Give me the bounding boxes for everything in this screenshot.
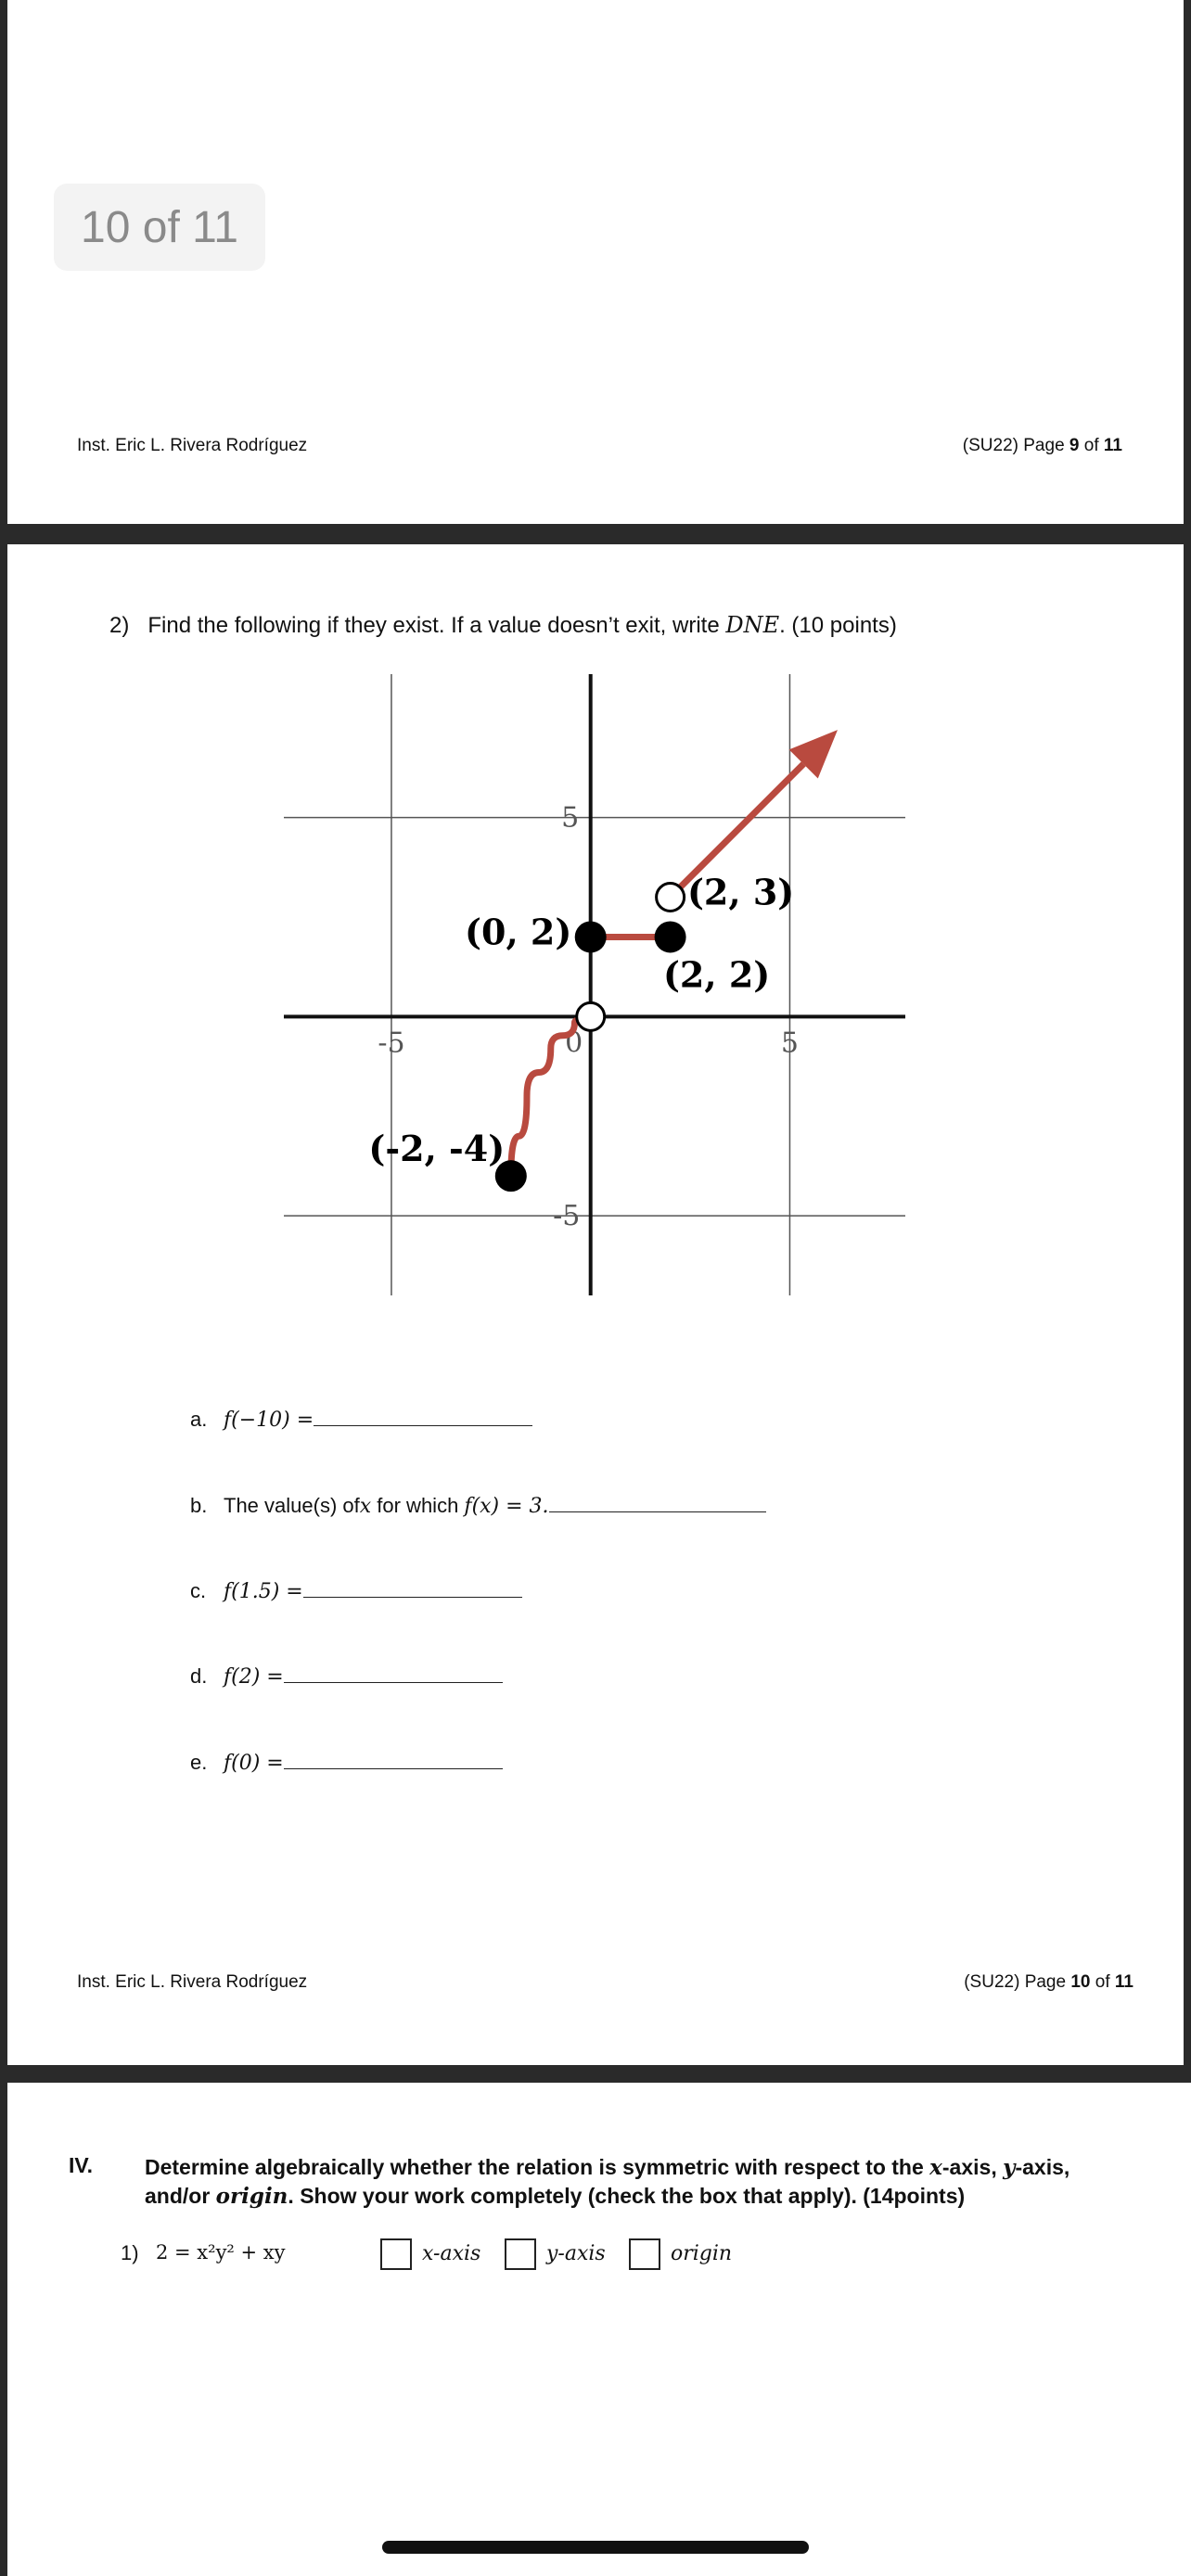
answer-blank[interactable] [549,1493,766,1512]
open-point [657,884,685,912]
item-math: f(x) = 3. [464,1495,549,1518]
x-axis-checkbox[interactable] [380,2238,412,2270]
item-text: The value(s) of [224,1494,360,1517]
answer-blank[interactable] [314,1407,532,1426]
origin-tick-label: 0 [565,1027,583,1060]
origin-checkbox[interactable] [629,2238,660,2270]
item-var: x [359,1495,372,1518]
instructor-footer: Inst. Eric L. Rivera Rodríguez [77,436,308,455]
y-axis-label: y-axis [546,2242,606,2265]
points-text: . (10 points) [779,613,897,638]
x-axis-label: x-axis [422,2242,481,2265]
page-number: 9 [1069,436,1080,455]
item-label: e. [190,1751,208,1774]
text-part: Determine algebraically whether the relation is symmetric with respect to the [145,2155,930,2179]
question-1-number: 1) [121,2241,139,2264]
page-total: 11 [1114,1972,1133,1992]
page-indicator-badge: 10 of 11 [54,184,265,271]
x-var: x [929,2155,942,2180]
answer-blank[interactable] [284,1750,503,1769]
text-part: -axis, and/or [145,2155,1070,2208]
function-graph [7,544,1184,2065]
x-tick-label-5: 5 [780,1027,799,1060]
page-of: of [1079,436,1104,455]
x-tick-label-neg5: -5 [378,1027,405,1060]
point-label: (2, 3) [686,871,795,913]
answer-item [190,1664,503,1689]
open-point [577,1002,605,1030]
document-page-10 [7,544,1184,2065]
page-footer-10 [964,1972,1133,1993]
y-tick-label-neg5: -5 [553,1200,581,1233]
closed-point [575,921,607,952]
question-1-equation: 2 = x²y² + xy [156,2241,286,2264]
dne-term: DNE [725,612,780,638]
answer-item [190,1750,503,1775]
item-math: f(−10) = [224,1409,314,1432]
item-text: for which [371,1494,465,1517]
answer-item [190,1407,532,1432]
page-number: 10 [1070,1972,1091,1992]
section-numeral: IV. [69,2153,94,2177]
point-label: (2, 2) [662,953,771,996]
item-math: f(0) = [224,1752,284,1775]
item-label: d. [190,1664,208,1688]
answer-item [190,1578,522,1603]
item-label: b. [190,1494,208,1517]
item-label: c. [190,1579,207,1602]
answer-blank[interactable] [303,1578,522,1598]
point-label: (-2, -4) [368,1128,506,1170]
item-label: a. [190,1408,208,1431]
document-page-9 [7,0,1184,524]
y-var: y [1003,2155,1016,2180]
problem-number: 2) [109,613,130,638]
closed-point [655,921,686,952]
instructor-footer-10: Inst. Eric L. Rivera Rodríguez [77,1972,308,1992]
home-indicator[interactable] [382,2541,809,2554]
instruction-text: Find the following if they exist. If a value doesn’t exit, write [147,613,726,638]
text-part: -axis, [941,2155,1004,2179]
item-math: f(2) = [224,1665,284,1689]
page-prefix: (SU22) Page [964,1972,1071,1992]
origin-term: origin [215,2184,288,2209]
page-total: 11 [1103,436,1122,455]
page-prefix: (SU22) Page [962,436,1069,455]
point-label: (0, 2) [465,911,572,953]
section-4-instruction [145,2153,1128,2211]
text-part: . Show your work completely (check the box that apply). (14points) [288,2184,966,2208]
y-axis-checkbox[interactable] [505,2238,536,2270]
page-of: of [1090,1972,1115,1992]
origin-label: origin [671,2242,733,2265]
y-tick-label-5: 5 [561,801,580,835]
answer-blank[interactable] [284,1664,503,1683]
page-footer-9 [963,436,1122,456]
answer-item [190,1493,766,1518]
item-math: f(1.5) = [224,1580,303,1603]
